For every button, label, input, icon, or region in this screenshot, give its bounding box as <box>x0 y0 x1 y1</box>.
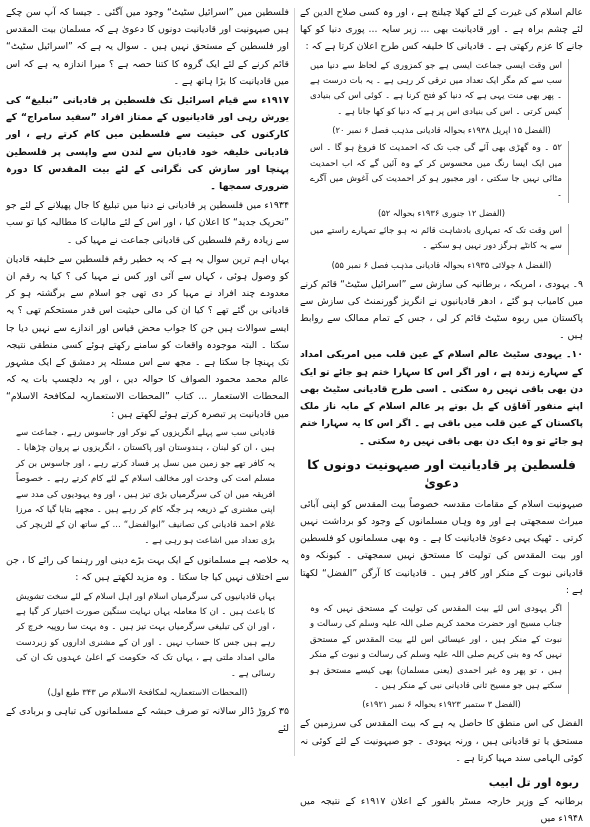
paragraph: ۱۹۳۴ء میں فلسطین پر قادیانی نے دنیا میں تبلیغ کا جال پھیلانے کے لئے جو ”تحریک جدید“ کا اعلان کیا ، اور اس کے لئے مالیات کا مطالبہ کیا تو سب سے زیادہ رقم فلسطین کی قادیانی جماعت نے مہیا کی ۔ <box>6 200 289 246</box>
paragraph: عالم اسلام کی غیرت کے لئے کھلا چیلنج ہے ، اور وہ کسی صلاح الدین کے لئے چشم براہ ہے ۔ اور قادیانیت بھی ... زیر سایہ ... پوری دنیا کو کھا جانے کا عزم رکھتی ہے ۔ قادیانی کا خلیفہ کس طرح اعلان کرتا ہے کہ : <box>300 7 583 53</box>
citation: (الفضل ۱۵ اپریل ۱۹۳۸ء بحوالہ قادیانی مذہب فصل ۶ نمبر ۲۰) <box>332 125 551 136</box>
paragraph: ۱۹۱۷ء سے قیام اسرائیل تک فلسطین پر قادیانی ”تبلیغ“ کی یورش رہی اور قادیانیوں کے ممتاز افراد ”سفید سامراج“ کے کارکنوں کی حیثیت سے فلسطین میں کام کرتے رہے ، اور قادیانی خلیفہ خود قادیان سے لندن سے واپسی پر فلسطین پہنچا اور سازش کی نگرانی کے لئے بیت المقدس کا دورہ ضروری سمجھا ۔ <box>6 95 289 193</box>
paragraph: یہ خلاصہ ہے مسلمانوں کے ایک بہت بڑے دینی اور رہنما کی رائے کا ، جن سے اختلاف نہیں کیا جا سکتا ۔ وہ مزید لکھتے ہیں کہ : <box>6 555 289 584</box>
paragraph: الفضل کی اس منطق کا حاصل یہ ہے کہ بیت المقدس کی سرزمین کے مستحق یا تو قادیانی ہیں ، ورنہ یہودی ۔ جو صیہونیت کے لئے کوئی نہ کوئی الہامی سند مہیا کرتا ہے ۔ <box>300 718 583 764</box>
paragraph: ۳۵ کروڑ ڈالر سالانہ تو صرف حبشہ کے مسلمانوں کی تباہی و بربادی کے لئے <box>6 705 289 735</box>
block-quote: یہاں قادیانیوں کی سرگرمیاں اسلام اور اہل اسلام کے لئے سخت تشویش کا باعث ہیں ۔ ان کا معاملہ یہاں نہایت سنگین صورت اختیار کر گیا ہے ، اور ان کی تبلیغی سرگرمیاں بہت تیز ہیں ۔ وہ بہت سا روپیہ خرچ کر رہے ہیں جس کا حساب نہیں ۔ اور ان کے مشنری اداروں کو زبردست مالی امداد ملتی ہے ، یہاں تک کہ حکومت کے اعلیٰ عہدوں تک ان کی رسائی ہے ۔ <box>16 591 275 679</box>
paragraph: یہاں اہم ترین سوال یہ ہے کہ یہ خطیر رقم فلسطین سے خلیفہ قادیان کو وصول ہوئی ، کہاں سے آئی اور کس نے مہیا کی ؟ کیا یہ رقم ان معدودے چند افراد نے مہیا کر دی تھی جو اسلام سے برگشتہ ہو کر قادیانی بن گئے تھے ؟ کیا ان کی مالی حیثیت اس قدر مستحکم تھی ؟ یہ ایسے سوالات ہیں جن کا جواب محض قیاس اور اندازے سے نہیں دیا جا سکتا ۔ البتہ موجودہ واقعات کو سامنے رکھتے ہوئے کسی منطقی نتیجہ تک پہنچا جا سکتا ہے ۔ مجھ سے اس مسئلہ پر دمشق کے ایک مشہور عالم محمد محمود الصواف کا حوالہ دیں ، اور یہ دلچسپ بات یہ کہ المحطات الاستعمار ... کتاب ”المحطات الاستعماریہ لمکافحۃ الاسلام“ میں قادیانیت پر تبصرہ کرتے ہوئے لکھتے ہیں : <box>6 253 289 420</box>
block-quote: اگر یہودی اس لئے بیت المقدس کی تولیت کے مستحق نہیں کہ وہ جناب مسیح اور حضرت محمد کریم صلی اللہ علیہ وسلم کی رسالت و نبوت کے منکر ہیں ، اور عیسائی اس لئے بیت المقدس کے مستحق نہیں کہ وہ بنی کریم صلی اللہ علیہ وسلم کی رسالت و نبوت کے منکر ہیں ، تو پھر وہ غیر احمدی (یعنی مسلمان) بھی کیسے مستحق ہو سکتے ہیں جو مسیح ثانی قادیانی نبی کے منکر ہیں ۔ <box>310 602 569 694</box>
paragraph: ۹۔ یہودی ، امریکہ ، برطانیہ کی سازش سے ”اسرائیل سٹیٹ“ قائم کرنے میں کامیاب ہو گئے ، ادھر قادیانیوں نے انگریز گورنمنٹ کی سازش سے پاکستان میں ربوہ سٹیٹ قائم کر لی ، جس کے تمام ممالک سے روابط ہیں ۔ <box>300 278 583 342</box>
paragraph: صیہونیت اسلام کے مقامات مقدسہ خصوصاً بیت المقدس کو اپنی آبائی میراث سمجھتی ہے اور وہ وہاں مسلمانوں کے وجود کو برداشت نہیں کرتی ۔ ٹھیک یہی دعویٰ قادیانیت کا ہے ۔ وہ بھی مسلمانوں کو فلسطین اور بیت المقدس کی تولیت کا مستحق نہیں سمجھتی ۔ کیونکہ وہ قادیانی نبوت کے منکر اور کافر ہیں ۔ قادیانیت کا آرگن ”الفضل“ لکھتا ہے : <box>300 498 583 596</box>
citation: (الفضل ۳ ستمبر ۱۹۲۳ء بحوالہ ۶ نمبر ۱۹۲۱ء) <box>362 699 521 710</box>
column-divider <box>294 8 295 756</box>
paragraph: فلسطین میں ”اسرائیل سٹیٹ“ وجود میں آگئی ۔ جیسا کہ آپ سن چکے ہیں صیہونیت اور قادیانیت دونوں کا دعویٰ ہے کہ مسلمان بیت المقدس اور فلسطین کے مستحق نہیں ہیں ۔ سوال یہ ہے کہ ”اسرائیل سٹیٹ“ قائم کرنے کے لئے ایک گروہ کا کتنا حصہ ہے ؟ میرا اندازہ یہ ہے کہ اس میں قادیانیت کا بڑا ہاتھ ہے ۔ <box>6 7 289 87</box>
subheading: ربوہ اور تل ابیب <box>488 775 579 789</box>
right-column <box>300 4 583 825</box>
left-column <box>6 4 289 761</box>
paragraph: ۱۰۔ یہودی سٹیٹ عالم اسلام کے عین قلب میں امریکی امداد کے سہارے زندہ ہے ، اور اگر اس کا سہارا ختم ہو جائے تو ایک دن بھی باقی نہیں رہ سکتی ۔ اسی طرح قادیانی سٹیٹ بھی اپنے منفور آقاؤں کے بل بوتے پر عالم اسلام کے مابہ ناز ملک پاکستان کے عین قلب میں باقی ہے ۔ اگر اس کا یہ سہارا ختم ہو جائے تو وہ ایک دن بھی باقی نہیں رہ سکتی ۔ <box>300 349 583 447</box>
block-quote: قادیانی سب سے پہلے انگریزوں کے نوکر اور جاسوس رہے ، جماعت سے ہیں ، ان کو لبنان ، ہندوستان اور پاکستان ، انگریزوں نے پروان چڑھایا ۔ یہ کافر تھے جو زمین میں نسل پر فساد کرتے رہے ، اور جاسوس بن کر مسلم امت کی وحدت اور مخالف اسلام کے لئے کام کرتے رہے ۔ خصوصاً افریقہ میں ان کی سرگرمیاں بڑی تیز ہیں ، اور وہ یہودیوں کی مدد سے اپنی مشنری کے ذریعہ ہر جگہ کام کر رہے ہیں ۔ مجھے بتایا گیا کہ مرزا غلام احمد قادیانی کی تصانیف ”ابوالفضل“ ... کے ساتھ ان کے لٹریچر کی بڑی تعداد میں اشاعت ہو رہی ہے ۔ <box>16 427 275 546</box>
paragraph: برطانیہ کے وزیر خارجہ مسٹر بالفور کے اعلان ۱۹۱۷ء کے نتیجہ میں ۱۹۴۸ء میں <box>300 795 583 825</box>
citation: (الفضل ۱۲ جنوری ۱۹۳۶ء بحوالہ ۵۲) <box>377 207 506 218</box>
citation: (الفضل ۸ جولائی ۱۹۳۵ء بحوالہ قادیانی مذہب فصل ۶ نمبر ۵۵) <box>331 259 552 270</box>
block-quote: اس وقت تک کہ تمہاری بادشاہت قائم نہ ہو جائے تمہارے راستے میں سے یہ کانٹے ہرگز دور نہیں ہو سکتے ۔ <box>310 224 569 255</box>
block-quote: اس وقت ایسی جماعت ایسی ہے جو کمزوری کے لحاظ سے دنیا میں سب سے کم مگر ایک تعداد میں ترقی کر رہی ہے ۔ یہ بات درست ہے ۔ پھر بھی منت یہی ہے کہ دنیا کو فتح کرنا ہے ۔ کوئی اس کی بنیادی کیس کرتی ۔ اس کی بنیادی اس پر ہے کہ دنیا کو کھا جانا ہے ۔ <box>310 59 569 121</box>
section-heading: فلسطین پر قادیانیت اور صیہونیت دونوں کا دعویٰ <box>307 456 576 490</box>
block-quote: ۵۲ ۔ وہ گھڑی بھی آئے گی جب تک کہ احمدیت کا فروغ ہو گا ۔ اس میں ایک ایسا رنگ میں محسوس کر کے وہ آئیں گے کہ اب احمدیت مٹائی نہیں جا سکتی ، اور مجبور ہو کر احمدیت کی آغوش میں آگرے ۔ <box>310 141 569 203</box>
citation: (المحطات الاستعماریہ لمکافحۃ الاسلام ص ۳۴۳ طبع اول) <box>47 686 248 697</box>
